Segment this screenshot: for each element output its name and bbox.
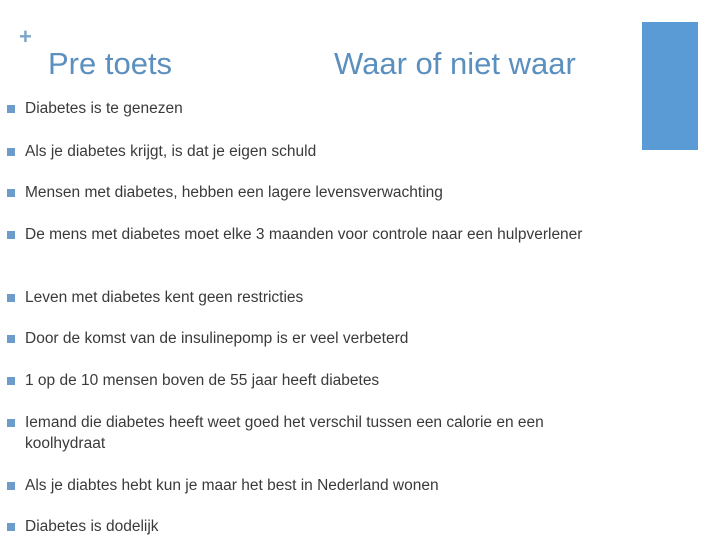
- statement-text: Leven met diabetes kent geen restricties: [25, 289, 304, 306]
- statement-item: [7, 182, 585, 203]
- statement-item: [7, 412, 585, 454]
- statement-text: Diabetes is dodelijk: [25, 518, 159, 535]
- bullet-icon: [7, 189, 15, 197]
- bullet-icon: [7, 231, 15, 239]
- bullet-icon: [7, 294, 15, 302]
- bullet-icon: [7, 523, 15, 531]
- slide-subtitle: Waar of niet waar: [334, 46, 576, 81]
- bullet-icon: [7, 482, 15, 490]
- statement-item: [7, 328, 585, 349]
- statement-text: Iemand die diabetes heeft weet goed het verschil tussen een calorie en een koolhydraat: [25, 414, 544, 452]
- statement-text: Mensen met diabetes, hebben een lagere levensverwachting: [25, 184, 443, 201]
- bullet-icon: [7, 335, 15, 343]
- bullet-icon: [7, 419, 15, 427]
- bullet-icon: [7, 377, 15, 385]
- statement-item: [7, 287, 585, 308]
- statement-item: [7, 370, 585, 391]
- slide-title: Pre toets: [48, 46, 173, 81]
- statement-text: Als je diabtes hebt kun je maar het best in Nederland wonen: [25, 477, 439, 494]
- statement-item: [7, 98, 585, 119]
- statement-text: De mens met diabetes moet elke 3 maanden voor controle naar een hulpverlener: [25, 226, 583, 243]
- statement-item: [7, 475, 585, 496]
- plus-icon: +: [19, 24, 32, 49]
- bullet-icon: [7, 105, 15, 113]
- statement-text: Als je diabetes krijgt, is dat je eigen schuld: [25, 143, 317, 160]
- statement-text: 1 op de 10 mensen boven de 55 jaar heeft diabetes: [25, 372, 380, 389]
- statement-text: Door de komst van de insulinepomp is er veel verbeterd: [25, 330, 409, 347]
- statement-item: [7, 141, 585, 162]
- statement-item: [7, 516, 585, 537]
- statement-text: Diabetes is te genezen: [25, 100, 183, 117]
- statement-item: [7, 224, 585, 245]
- bullet-icon: [7, 148, 15, 156]
